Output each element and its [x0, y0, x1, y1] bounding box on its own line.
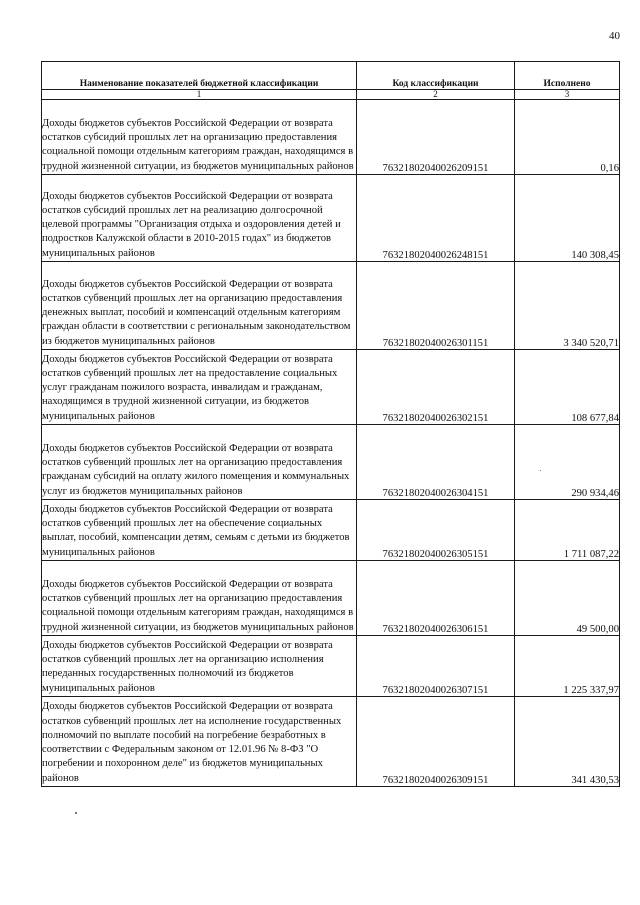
column-number: 3 — [515, 90, 620, 100]
row-name: Доходы бюджетов субъектов Российской Федерации от возврата остатков субвенций прошлых лет на предоставление социальных услуг гражданам пожилого возраста, инвалидам и гражданам, находящимся в трудной жизненной ситуации, из бюджетов муниципальных районов — [42, 350, 357, 425]
header-name: Наименование показателей бюджетной классификации — [42, 62, 357, 90]
row-amount: 3 340 520,71 — [515, 262, 620, 350]
row-amount: 1 711 087,22 — [515, 500, 620, 561]
table-row — [42, 262, 620, 350]
table-row — [42, 350, 620, 425]
column-number: 2 — [357, 90, 515, 100]
row-name: Доходы бюджетов субъектов Российской Федерации от возврата остатков субвенций прошлых лет на организацию предоставления денежных выплат, пособий и компенсаций отдельным категориям граждан области в соответствии с региональным законодательством из бюджетов муниципальных районов — [42, 262, 357, 350]
table-row — [42, 697, 620, 787]
column-number-row — [42, 90, 620, 100]
row-code: 76321802040026306151 — [357, 561, 515, 636]
row-amount: 341 430,53 — [515, 697, 620, 787]
header-amount: Исполнено — [515, 62, 620, 90]
row-name: Доходы бюджетов субъектов Российской Федерации от возврата остатков субвенций прошлых лет на организацию исполнения переданных государственных полномочий из бюджетов муниципальных районов — [42, 636, 357, 697]
row-amount: 290 934,46 — [515, 425, 620, 500]
row-code: 76321802040026302151 — [357, 350, 515, 425]
table-row — [42, 100, 620, 175]
row-name: Доходы бюджетов субъектов Российской Федерации от возврата остатков субвенций прошлых лет на организацию предоставления гражданам субсидий на оплату жилого помещения и коммунальных услуг из бюджетов муниципальных районов — [42, 425, 357, 500]
row-name: Доходы бюджетов субъектов Российской Федерации от возврата остатков субвенций прошлых лет на организацию предоставления социальной помощи отдельным категориям граждан, находящимся в трудной жизненной ситуации, из бюджетов муниципальных районов — [42, 561, 357, 636]
row-name: Доходы бюджетов субъектов Российской Федерации от возврата остатков субвенций прошлых лет на обеспечение социальных выплат, пособий, компенсации детям, семьям с детьми из бюджетов муниципальных районов — [42, 500, 357, 561]
table-row — [42, 425, 620, 500]
table-row — [42, 636, 620, 697]
row-amount: 1 225 337,97 — [515, 636, 620, 697]
row-code: 76321802040026304151 — [357, 425, 515, 500]
row-name: Доходы бюджетов субъектов Российской Федерации от возврата остатков субсидий прошлых лет на реализацию долгосрочной целевой программы "Организация отдыха и оздоровления детей и подростков Калужской области в 2010-2015 годах" из бюджетов муниципальных районов — [42, 175, 357, 262]
row-code: 76321802040026301151 — [357, 262, 515, 350]
table-row — [42, 561, 620, 636]
row-name: Доходы бюджетов субъектов Российской Федерации от возврата остатков субвенций прошлых лет на исполнение государственных полномочий по выплате пособий на погребение безработных в соответствии с Федеральным законом от 12.01.96 № 8-ФЗ "О погребении и похоронном деле" из бюджетов муниципальных районов — [42, 697, 357, 787]
page-number: 40 — [609, 30, 620, 42]
table-row — [42, 175, 620, 262]
table-row — [42, 500, 620, 561]
row-code: 76321802040026209151 — [357, 100, 515, 175]
row-code: 76321802040026305151 — [357, 500, 515, 561]
row-code: 76321802040026309151 — [357, 697, 515, 787]
scan-speck — [75, 812, 77, 814]
scan-speck — [540, 470, 541, 471]
row-amount: 0,16 — [515, 100, 620, 175]
row-amount: 49 500,00 — [515, 561, 620, 636]
row-amount: 108 677,84 — [515, 350, 620, 425]
column-number: 1 — [42, 90, 357, 100]
row-name: Доходы бюджетов субъектов Российской Федерации от возврата остатков субсидий прошлых лет на организацию предоставления социальной помощи отдельным категориям граждан, находящимся в трудной жизненной ситуации, из бюджетов муниципальных районов — [42, 100, 357, 175]
table-header-row — [42, 62, 620, 90]
header-code: Код классификации — [357, 62, 515, 90]
row-amount: 140 308,45 — [515, 175, 620, 262]
budget-classification-table — [41, 61, 620, 787]
row-code: 76321802040026248151 — [357, 175, 515, 262]
row-code: 76321802040026307151 — [357, 636, 515, 697]
